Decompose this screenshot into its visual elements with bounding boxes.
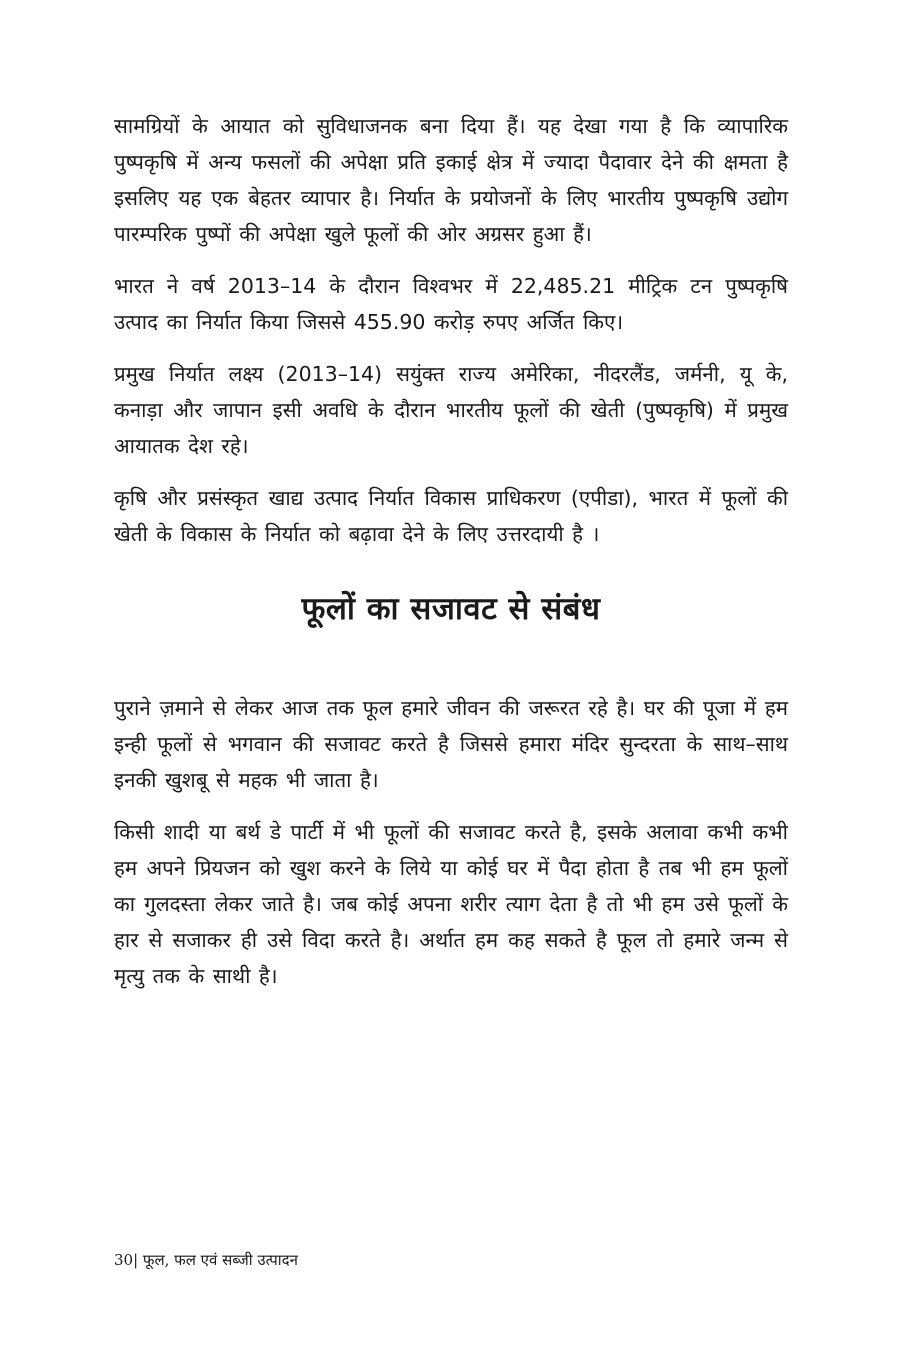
paragraph-occasions: किसी शादी या बर्थ डे पार्टी में भी फूलों की सजावट करते है, इसके अलावा कभी कभी हम अपने प्रियजन को खुश करने के लिये या कोई घर में पैदा होता है तब भी हम फूलों का गुलदस्ता लेकर जाते है। जब कोई अपना शरीर त्याग देता है तो भी हम उसे फूलों के हार से सजाकर ही उसे विदा करते है। अर्थात हम कह सकते है फूल तो हमारे जन्म से मृत्यु तक के साथी है। bbox=[114, 820, 788, 988]
page-body bbox=[114, 108, 788, 994]
paragraph-imports: सामग्रियों के आयात को सुविधाजनक बना दिया हैं। यह देखा गया है कि व्यापारिक पुष्पकृषि में अन्य फसलों की अपेक्षा प्रति इकाई क्षेत्र में ज्यादा पैदावार देने की क्षमता है इसलिए यह एक बेहतर व्यापार है। निर्यात के प्रयोजनों के लिए भारतीय पुष्पकृषि उद्योग पारम्परिक पुष्पों की अपेक्षा खुले फूलों की ओर अग्रसर हुआ हैं। bbox=[114, 114, 788, 246]
page-footer: 30| फूल, फल एवं सब्जी उत्पादन bbox=[114, 1251, 298, 1269]
paragraph-apeda: कृषि और प्रसंस्कृत खाद्य उत्पाद निर्यात विकास प्राधिकरण (एपीडा), भारत में फूलों की खेती के विकास के निर्यात को बढ़ावा देने के लिए उत्तरदायी है । bbox=[114, 486, 788, 546]
paragraph-export-figures: भारत ने वर्ष 2013–14 के दौरान विश्वभर में 22,485.21 मीट्रिक टन पुष्पकृषि उत्पाद का निर्यात किया जिससे 455.90 करोड़ रुपए अर्जित किए। bbox=[114, 274, 788, 334]
section-heading: फूलों का सजावट से संबंध bbox=[301, 591, 601, 627]
paragraph-export-targets: प्रमुख निर्यात लक्ष्य (2013–14) सयुंक्त राज्य अमेरिका, नीदरलैंड, जर्मनी, यू के, कनाड़ा और जापान इसी अवधि के दौरान भारतीय फूलों की खेती (पुष्पकृषि) में प्रमुख आयातक देश रहे। bbox=[114, 362, 788, 458]
paragraph-worship-decoration: पुराने ज़माने से लेकर आज तक फूल हमारे जीवन की जरूरत रहे है। घर की पूजा में हम इन्ही फूलों से भगवान की सजावट करते है जिससे हमारा मंदिर सुन्दरता के साथ–साथ इनकी खुशबू से महक भी जाता है। bbox=[114, 696, 788, 792]
